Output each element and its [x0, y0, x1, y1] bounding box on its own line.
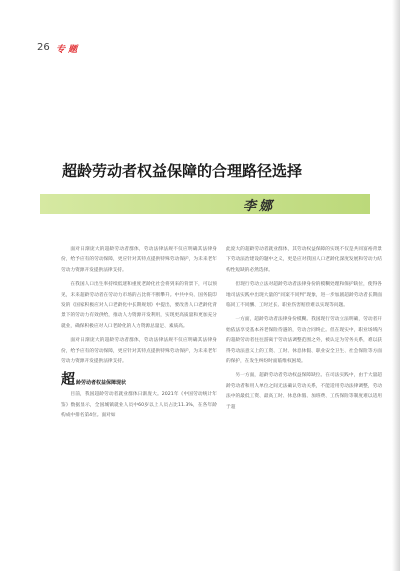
- body-paragraph: 但现行劳动立法对超龄劳动者法律身份的模糊处理和保护缺位，使得各地司法实践中出现大量的“同案不同判”现象，进一步加剧超龄劳动者长期面临同工不同酬、工时过长、职业伤害赔偿难以实现等问题。: [226, 282, 382, 309]
- section-heading: [61, 373, 217, 387]
- body-paragraph: 面对日渐庞大的超龄劳动者群体，劳动法律法规不仅应明确其法律身份，给予应有的劳动保障，更应针对其特点提供特殊劳动保护，为未来老年劳动力资源开发提供法律支持。: [61, 338, 217, 365]
- body-paragraph: 目前，我国超龄劳动者就业群体日渐庞大。2021年《中国劳动统计年鉴》数据显示，全国城镇就业人员中60岁以上人员占比11.3%，在各年龄构成中排名第4位。面对如: [61, 392, 217, 419]
- left-column: [61, 245, 217, 426]
- body-paragraph: 在我国人口出生率持续低迷和重度老龄化社会将到来的背景下，可以预见，未来超龄劳动者在劳动力市场的占比将不断攀升。中共中央、国务院印发的《国家积极应对人口老龄化中长期规划》中提出，要改善人口老龄化背景下的劳动力有效供给，推动人力资源开发利用，实现更高质量和更加充分就业，确保积极应对人口老龄化的人力资源总量足、素质高。: [61, 282, 217, 329]
- page-edge-shadow: [392, 0, 400, 571]
- title-band: [40, 194, 370, 214]
- page-number: 26: [37, 42, 50, 53]
- body-paragraph: 一方面，超龄劳动者法律身份模糊。我国现行劳动立法明确，劳动者开始依法享受基本养老保险待遇的，劳动合同终止。但在现实中，职业场域内的超龄劳动者往往游离于劳动法调整范围之外，被认定为劳务关系，难以获得劳动法意义上的工资、工时、休息休假、职业安全卫生、社会保险等方面的保护，在发生纠纷时面临维权困境。: [226, 317, 382, 365]
- section-heading-initial: 超: [61, 372, 75, 389]
- author-signature: 李娜: [243, 199, 276, 214]
- right-column: [226, 245, 382, 417]
- section-heading-text: 龄劳动者权益保障现状: [76, 380, 127, 387]
- column-tag: 专 题: [56, 45, 78, 55]
- body-paragraph: 此庞大的超龄劳动者就业群体，其劳动权益保障的实现不仅是共同富裕背景下劳动法治建设的题中之义，更是应对我国人口老龄化深度发展和劳动力结构性短缺的必然选择。: [226, 247, 382, 273]
- body-paragraph: 另一方面，超龄劳动者劳动权益保障缺位。在司法实践中，由于大量超龄劳动者和用人单位之间无法确认劳动关系，不能适用劳动法律调整，劳动法中的最低工资、最高工时、休息休假、加班费、工伤保险等制度难以适用于超: [226, 373, 382, 410]
- article-title: 超龄劳动者权益保障的合理路径选择: [62, 162, 303, 180]
- body-paragraph: 面对日渐庞大的超龄劳动者群体，劳动法律法规不仅应明确其法律身份，给予应有的劳动保障，更应针对其特点提供特殊劳动保护，为未来老年劳动力资源开发提供法律支持。: [61, 247, 217, 273]
